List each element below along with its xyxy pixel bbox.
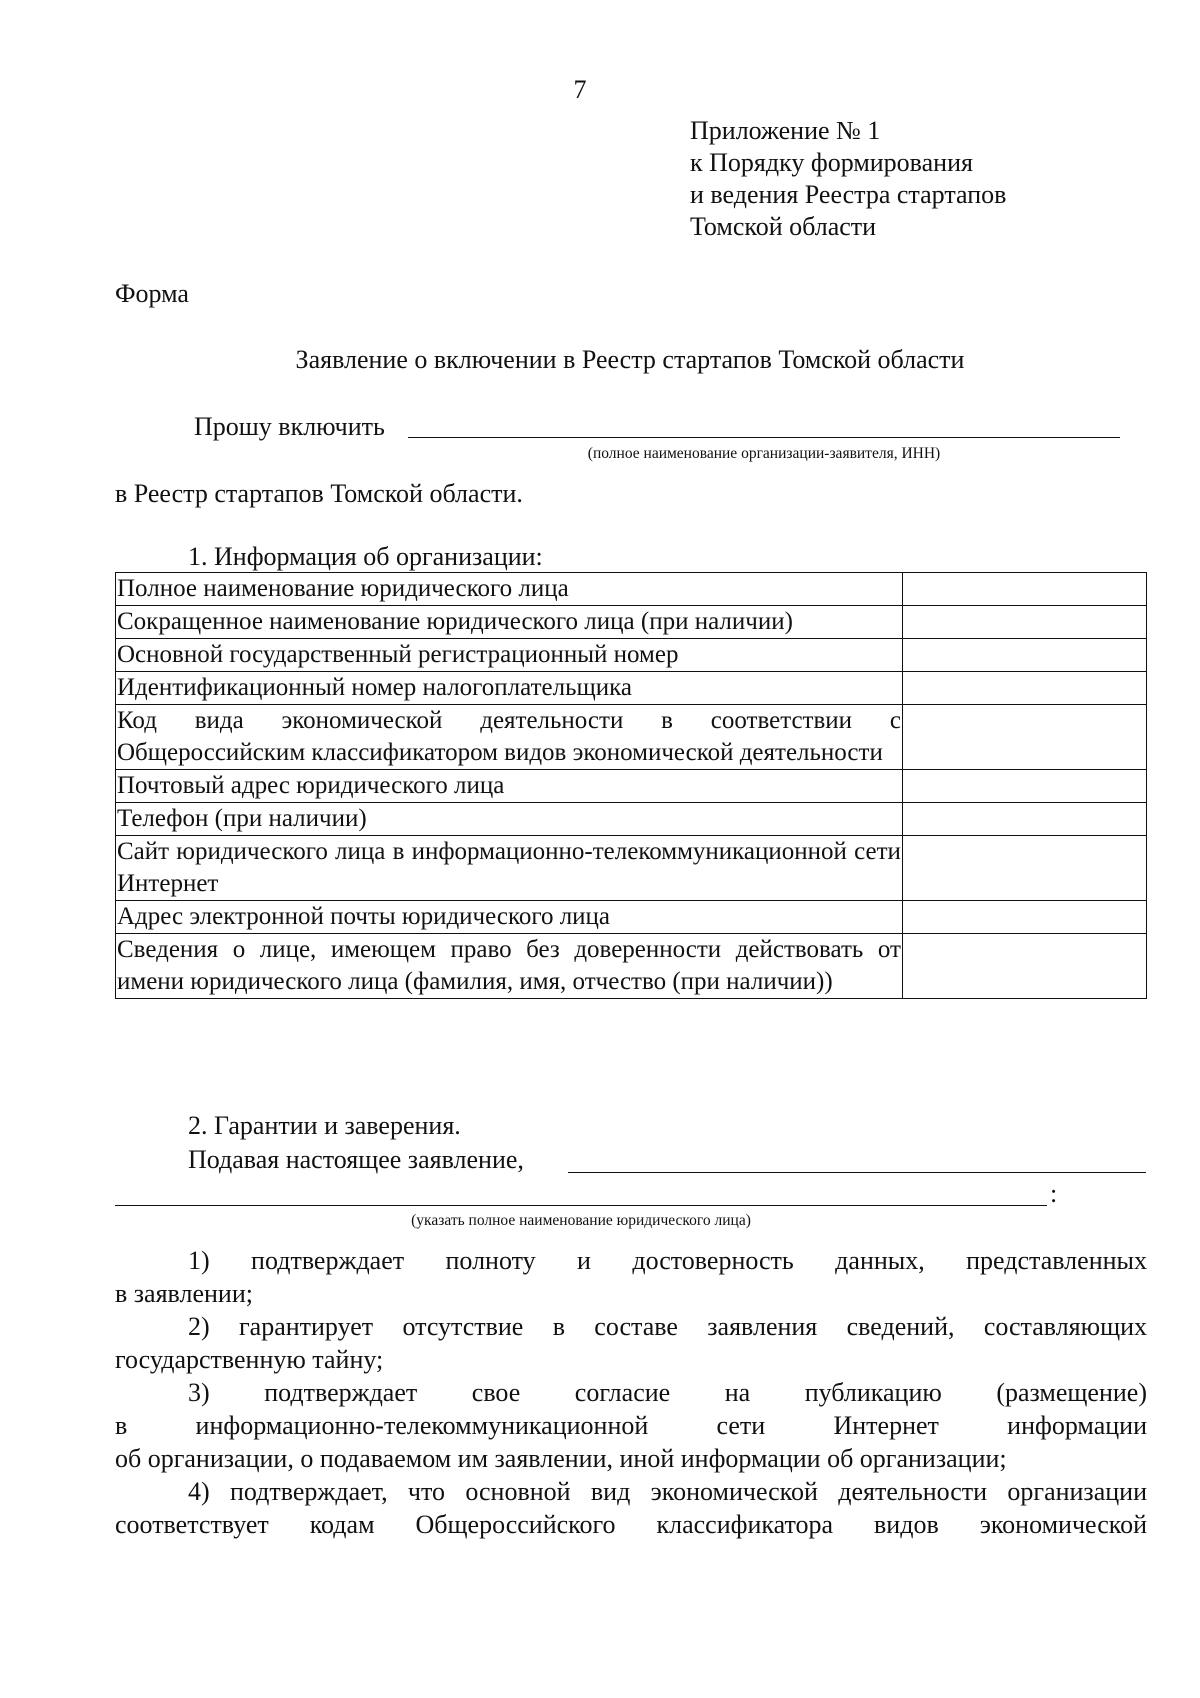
- row-label: Идентификационный номер налогоплательщика: [116, 672, 903, 705]
- appendix-line: к Порядку формирования: [690, 148, 973, 177]
- row-value[interactable]: [902, 672, 1146, 705]
- row-label: Основной государственный регистрационный номер: [116, 639, 903, 672]
- organization-info-table: [115, 572, 1147, 999]
- row-value[interactable]: [902, 901, 1146, 934]
- appendix-line: Приложение № 1: [690, 116, 881, 145]
- guarantee-item-4: [115, 1475, 1147, 1541]
- legal-entity-name-field-line2[interactable]: [115, 1205, 1047, 1206]
- document-title: Заявление о включении в Реестр стартапов Томской области: [295, 345, 965, 374]
- table-row: [116, 934, 1147, 999]
- applicant-name-field[interactable]: [408, 437, 1120, 438]
- colon-mark: :: [1050, 1179, 1058, 1208]
- guarantee-item-3: [115, 1376, 1147, 1475]
- row-value[interactable]: [902, 934, 1146, 999]
- row-label: Полное наименование юридического лица: [116, 573, 903, 606]
- table-row: [116, 901, 1147, 934]
- page-number: 7: [573, 75, 587, 104]
- guarantee-line: государственную тайну;: [115, 1345, 384, 1374]
- table-row: [116, 803, 1147, 836]
- guarantee-item-1: [115, 1244, 1147, 1310]
- section2-heading: 2. Гарантии и заверения.: [188, 1111, 461, 1140]
- section2-intro: Подавая настоящее заявление,: [188, 1145, 524, 1174]
- table-row: [116, 639, 1147, 672]
- table-row: [116, 705, 1147, 770]
- form-label: Форма: [115, 279, 189, 308]
- row-value[interactable]: [902, 606, 1146, 639]
- legal-entity-caption: (указать полное наименование юридического лица): [411, 1212, 751, 1229]
- guarantee-line: 2) гарантирует отсутствие в составе заявления сведений, составляющих: [188, 1312, 1147, 1341]
- guarantee-line: в информационно-телекоммуникационной сети Интернет информации: [115, 1411, 1147, 1440]
- table-row: [116, 672, 1147, 705]
- appendix-line: и ведения Реестра стартапов: [690, 180, 1007, 209]
- row-value[interactable]: [902, 705, 1146, 770]
- row-label: Код вида экономической деятельности в соответствии с Общероссийским классификатором видов экономической деятельности: [116, 705, 903, 770]
- row-label: Телефон (при наличии): [116, 803, 903, 836]
- appendix-block: [690, 115, 1006, 243]
- row-label: Сведения о лице, имеющем право без доверенности действовать от имени юридического лица (фамилия, имя, отчество (при наличии)): [116, 934, 903, 999]
- legal-entity-name-field-line1[interactable]: [568, 1172, 1146, 1173]
- row-label: Сокращенное наименование юридического лица (при наличии): [116, 606, 903, 639]
- table-row: [116, 606, 1147, 639]
- guarantee-line: 4) подтверждает, что основной вид экономической деятельности организации: [188, 1477, 1147, 1506]
- section1-heading: 1. Информация об организации:: [188, 542, 543, 571]
- guarantee-line: соответствует кодам Общероссийского классификатора видов экономической: [115, 1510, 1147, 1539]
- appendix-line: Томской области: [690, 212, 877, 241]
- guarantee-line: 1) подтверждает полноту и достоверность данных, представленных: [188, 1246, 1147, 1275]
- row-value[interactable]: [902, 770, 1146, 803]
- row-label: Сайт юридического лица в информационно-телекоммуникационной сети Интернет: [116, 836, 903, 901]
- row-value[interactable]: [902, 639, 1146, 672]
- table-row: [116, 770, 1147, 803]
- request-prefix: Прошу включить: [194, 412, 385, 441]
- request-suffix: в Реестр стартапов Томской области.: [115, 479, 523, 508]
- guarantee-line: об организации, о подаваемом им заявлении, иной информации об организации;: [115, 1444, 1007, 1473]
- row-value[interactable]: [902, 803, 1146, 836]
- guarantee-line: в заявлении;: [115, 1279, 253, 1308]
- table-row: [116, 573, 1147, 606]
- row-label: Почтовый адрес юридического лица: [116, 770, 903, 803]
- guarantee-item-2: [115, 1310, 1147, 1376]
- row-label: Адрес электронной почты юридического лица: [116, 901, 903, 934]
- applicant-name-caption: (полное наименование организации-заявителя, ИНН): [587, 445, 941, 462]
- row-value[interactable]: [902, 836, 1146, 901]
- table-row: [116, 836, 1147, 901]
- guarantee-line: 3) подтверждает свое согласие на публикацию (размещение): [188, 1378, 1147, 1407]
- row-value[interactable]: [902, 573, 1146, 606]
